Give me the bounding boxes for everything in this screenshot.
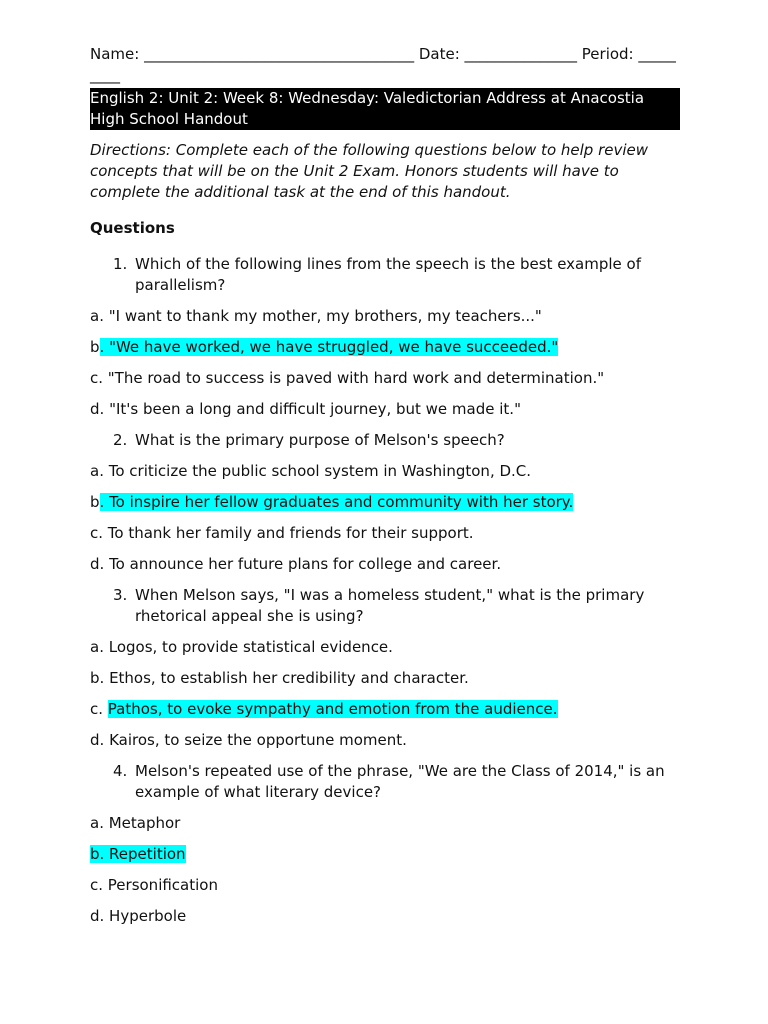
highlighted-answer: Pathos, to evoke sympathy and emotion from the audience. (107, 700, 558, 718)
question-1 (90, 254, 680, 296)
question-number: 1. (113, 255, 128, 273)
question-3 (90, 585, 680, 627)
directions-text: Directions: Complete each of the following questions below to help review concepts that will be on the Unit 2 Exam. Honors students will have to complete the additional task at the end of this handout. (90, 141, 649, 201)
answer-option-4b (90, 844, 680, 865)
name-date-period-line: Name: ____________________________________ Date: _______________ Period: _________ (90, 45, 676, 84)
answer-option-2c: c. To thank her family and friends for their support. (90, 524, 474, 542)
question-2 (90, 430, 680, 451)
question-text: When Melson says, "I was a homeless student," what is the primary rhetorical appeal she is using? (135, 586, 645, 625)
answer-option-4c: c. Personification (90, 876, 218, 894)
question-text: Which of the following lines from the speech is the best example of parallelism? (135, 255, 642, 294)
answer-option-3b: b. Ethos, to establish her credibility and character. (90, 669, 469, 687)
answer-option-2a: a. To criticize the public school system in Washington, D.C. (90, 462, 532, 480)
answer-option-1a: a. "I want to thank my mother, my brothers, my teachers..." (90, 307, 542, 325)
answer-option-1c: c. "The road to success is paved with hard work and determination." (90, 369, 605, 387)
handout-content (90, 44, 680, 927)
question-number: 4. (113, 762, 128, 780)
question-number: 3. (113, 586, 128, 604)
answer-option-3c: c. Pathos, to evoke sympathy and emotion from the audience. (90, 700, 558, 718)
highlighted-answer: . To inspire her fellow graduates and community with her story. (99, 493, 574, 511)
answer-option-4a: a. Metaphor (90, 814, 181, 832)
answer-option-2d: d. To announce her future plans for college and career. (90, 555, 502, 573)
answer-option-3a: a. Logos, to provide statistical evidence. (90, 638, 393, 656)
question-text: Melson's repeated use of the phrase, "We are the Class of 2014," is an example of what literary device? (135, 762, 665, 801)
answer-option-2b: b. To inspire her fellow graduates and community with her story. (90, 493, 574, 511)
question-text: What is the primary purpose of Melson's speech? (135, 431, 505, 449)
questions-heading: Questions (90, 219, 175, 237)
highlighted-answer: b. Repetition (90, 845, 186, 863)
answer-option-1d: d. "It's been a long and difficult journey, but we made it." (90, 400, 521, 418)
handout-title: English 2: Unit 2: Week 8: Wednesday: Valedictorian Address at Anacostia High School Handout (90, 88, 680, 130)
answer-option-3d: d. Kairos, to seize the opportune moment. (90, 731, 407, 749)
question-number: 2. (113, 431, 128, 449)
answer-option-1b: b. "We have worked, we have struggled, we have succeeded." (90, 338, 559, 356)
question-4 (90, 761, 680, 803)
highlighted-answer: . "We have worked, we have struggled, we have succeeded." (99, 338, 559, 356)
answer-option-4d: d. Hyperbole (90, 907, 187, 925)
